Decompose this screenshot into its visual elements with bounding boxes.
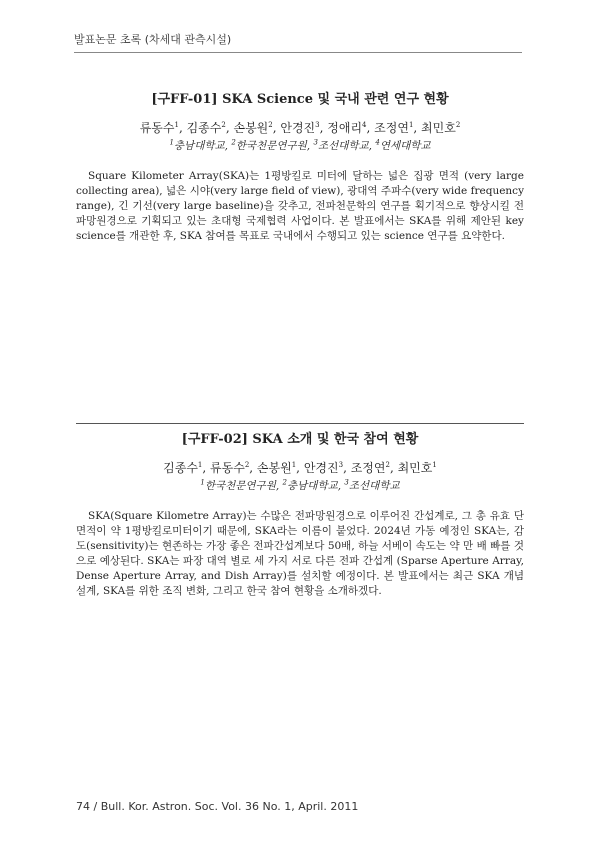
author-name: 안경진: [280, 121, 316, 135]
affiliation-name: 조선대학교: [317, 140, 369, 152]
section-divider: [76, 423, 524, 424]
abstract-1: [76, 88, 524, 244]
page-footer: 74 / Bull. Kor. Astron. Soc. Vol. 36 No. 1, April. 2011: [76, 800, 359, 813]
author-separator: ,: [319, 121, 328, 135]
affiliation-mark: 3: [313, 138, 318, 147]
author-separator: ,: [296, 461, 304, 475]
author-separator: ,: [272, 121, 281, 135]
affiliation-mark: 1: [197, 461, 203, 469]
author-name: 손봉원: [233, 121, 269, 135]
author-separator: ,: [389, 461, 398, 475]
header-divider: [74, 52, 522, 53]
affiliation-name: 충남대학교: [287, 480, 338, 492]
affiliation-mark: 1: [169, 138, 174, 147]
author-separator: ,: [413, 121, 422, 135]
author-name: 김종수: [163, 461, 198, 475]
affiliation-mark: 2: [221, 121, 226, 129]
affiliation-separator: ,: [224, 140, 232, 152]
running-header: 발표논문 초록 (차세대 관측시설): [74, 33, 232, 46]
affiliation-name: 한국천문연구원: [235, 140, 307, 152]
affiliation-mark: 1: [408, 121, 414, 129]
affiliation-list: [76, 478, 524, 493]
author-separator: ,: [202, 461, 211, 475]
author-name: 김종수: [186, 121, 222, 135]
affiliation-name: 충남대학교: [173, 140, 225, 152]
affiliation-separator: ,: [337, 480, 345, 492]
affiliation-name: 연세대학교: [379, 140, 431, 152]
author-separator: ,: [225, 121, 234, 135]
author-name: 조정연: [374, 121, 409, 135]
affiliation-mark: 2: [282, 478, 288, 487]
author-separator: ,: [366, 121, 375, 135]
affiliation-list: [76, 138, 524, 153]
affiliation-name: 조선대학교: [348, 480, 400, 492]
author-name: 안경진: [303, 461, 339, 475]
author-name: 정애리: [327, 121, 363, 135]
affiliation-mark: 2: [231, 138, 236, 147]
affiliation-name: 한국천문연구원: [204, 480, 276, 492]
affiliation-mark: 2: [244, 461, 250, 469]
abstract-title: [구FF-02] SKA 소개 및 한국 참여 현황: [181, 432, 419, 447]
affiliation-mark: 4: [375, 138, 380, 147]
author-separator: ,: [178, 121, 187, 135]
author-separator: ,: [249, 461, 257, 475]
affiliation-mark: 1: [200, 478, 205, 487]
affiliation-mark: 2: [385, 461, 390, 469]
author-list: [76, 459, 524, 476]
affiliation-separator: ,: [306, 140, 314, 152]
affiliation-mark: 2: [455, 121, 461, 129]
affiliation-mark: 4: [362, 121, 367, 129]
abstract-body: Square Kilometer Array(SKA)는 1평방킬로 미터에 달하는 넓은 집광 면적 (very large collecting area), 넓은 시야(very large field of view), 광대역 주파수(very wide frequency range), 긴 기선(very large baseline)을 갖추고, 전파천문학의 연구를 획기적으로 향상시킬 전파망원경으로 기획되고 있는 초대형 국제협력 사업이다. 본 발표에서는 SKA를 위해 제안된 key science를 개관한 후, SKA 참여를 목표로 국내에서 수행되고 있는 science 연구를 요약한다.: [76, 170, 524, 242]
affiliation-mark: 2: [268, 121, 273, 129]
author-name: 류동수: [139, 121, 175, 135]
affiliation-mark: 3: [315, 121, 320, 129]
author-name: 류동수: [210, 461, 245, 475]
affiliation-separator: ,: [275, 480, 283, 492]
author-name: 손봉원: [256, 461, 292, 475]
author-name: 최민호: [421, 121, 456, 135]
author-name: 최민호: [397, 461, 433, 475]
affiliation-mark: 3: [338, 461, 344, 469]
author-name: 조정연: [350, 461, 386, 475]
affiliation-separator: ,: [368, 140, 376, 152]
affiliation-mark: 1: [432, 461, 437, 469]
author-list: [76, 119, 524, 136]
abstract-title: [구FF-01] SKA Science 및 국내 관련 연구 현황: [151, 92, 449, 107]
author-separator: ,: [343, 461, 351, 475]
affiliation-mark: 1: [291, 461, 297, 469]
abstract-body: SKA(Square Kilometre Array)는 수많은 전파망원경으로 이루어진 간섭계로, 그 총 유효 단면적이 약 1평방킬로미터이기 때문에, SKA라는 이름이 붙었다. 2024년 가동 예정인 SKA는, 감도(sensitivity)는 현존하는 가장 좋은 전파간섭계보다 50배, 하늘 서베이 속도는 약 만 배 빠를 것으로 예상된다. SKA는 파장 대역 별로 세 가지 서로 다른 전파 간섭계 (Sparse Aperture Array, Dense Aperture Array, and Dish Array)를 설치할 예정이다. 본 발표에서는 최근 SKA 개념 설계, SKA를 위한 조직 변화, 그리고 한국 참여 현황을 소개하겠다.: [76, 510, 524, 597]
affiliation-mark: 3: [344, 478, 349, 487]
abstract-2: [76, 428, 524, 599]
affiliation-mark: 1: [174, 121, 179, 129]
